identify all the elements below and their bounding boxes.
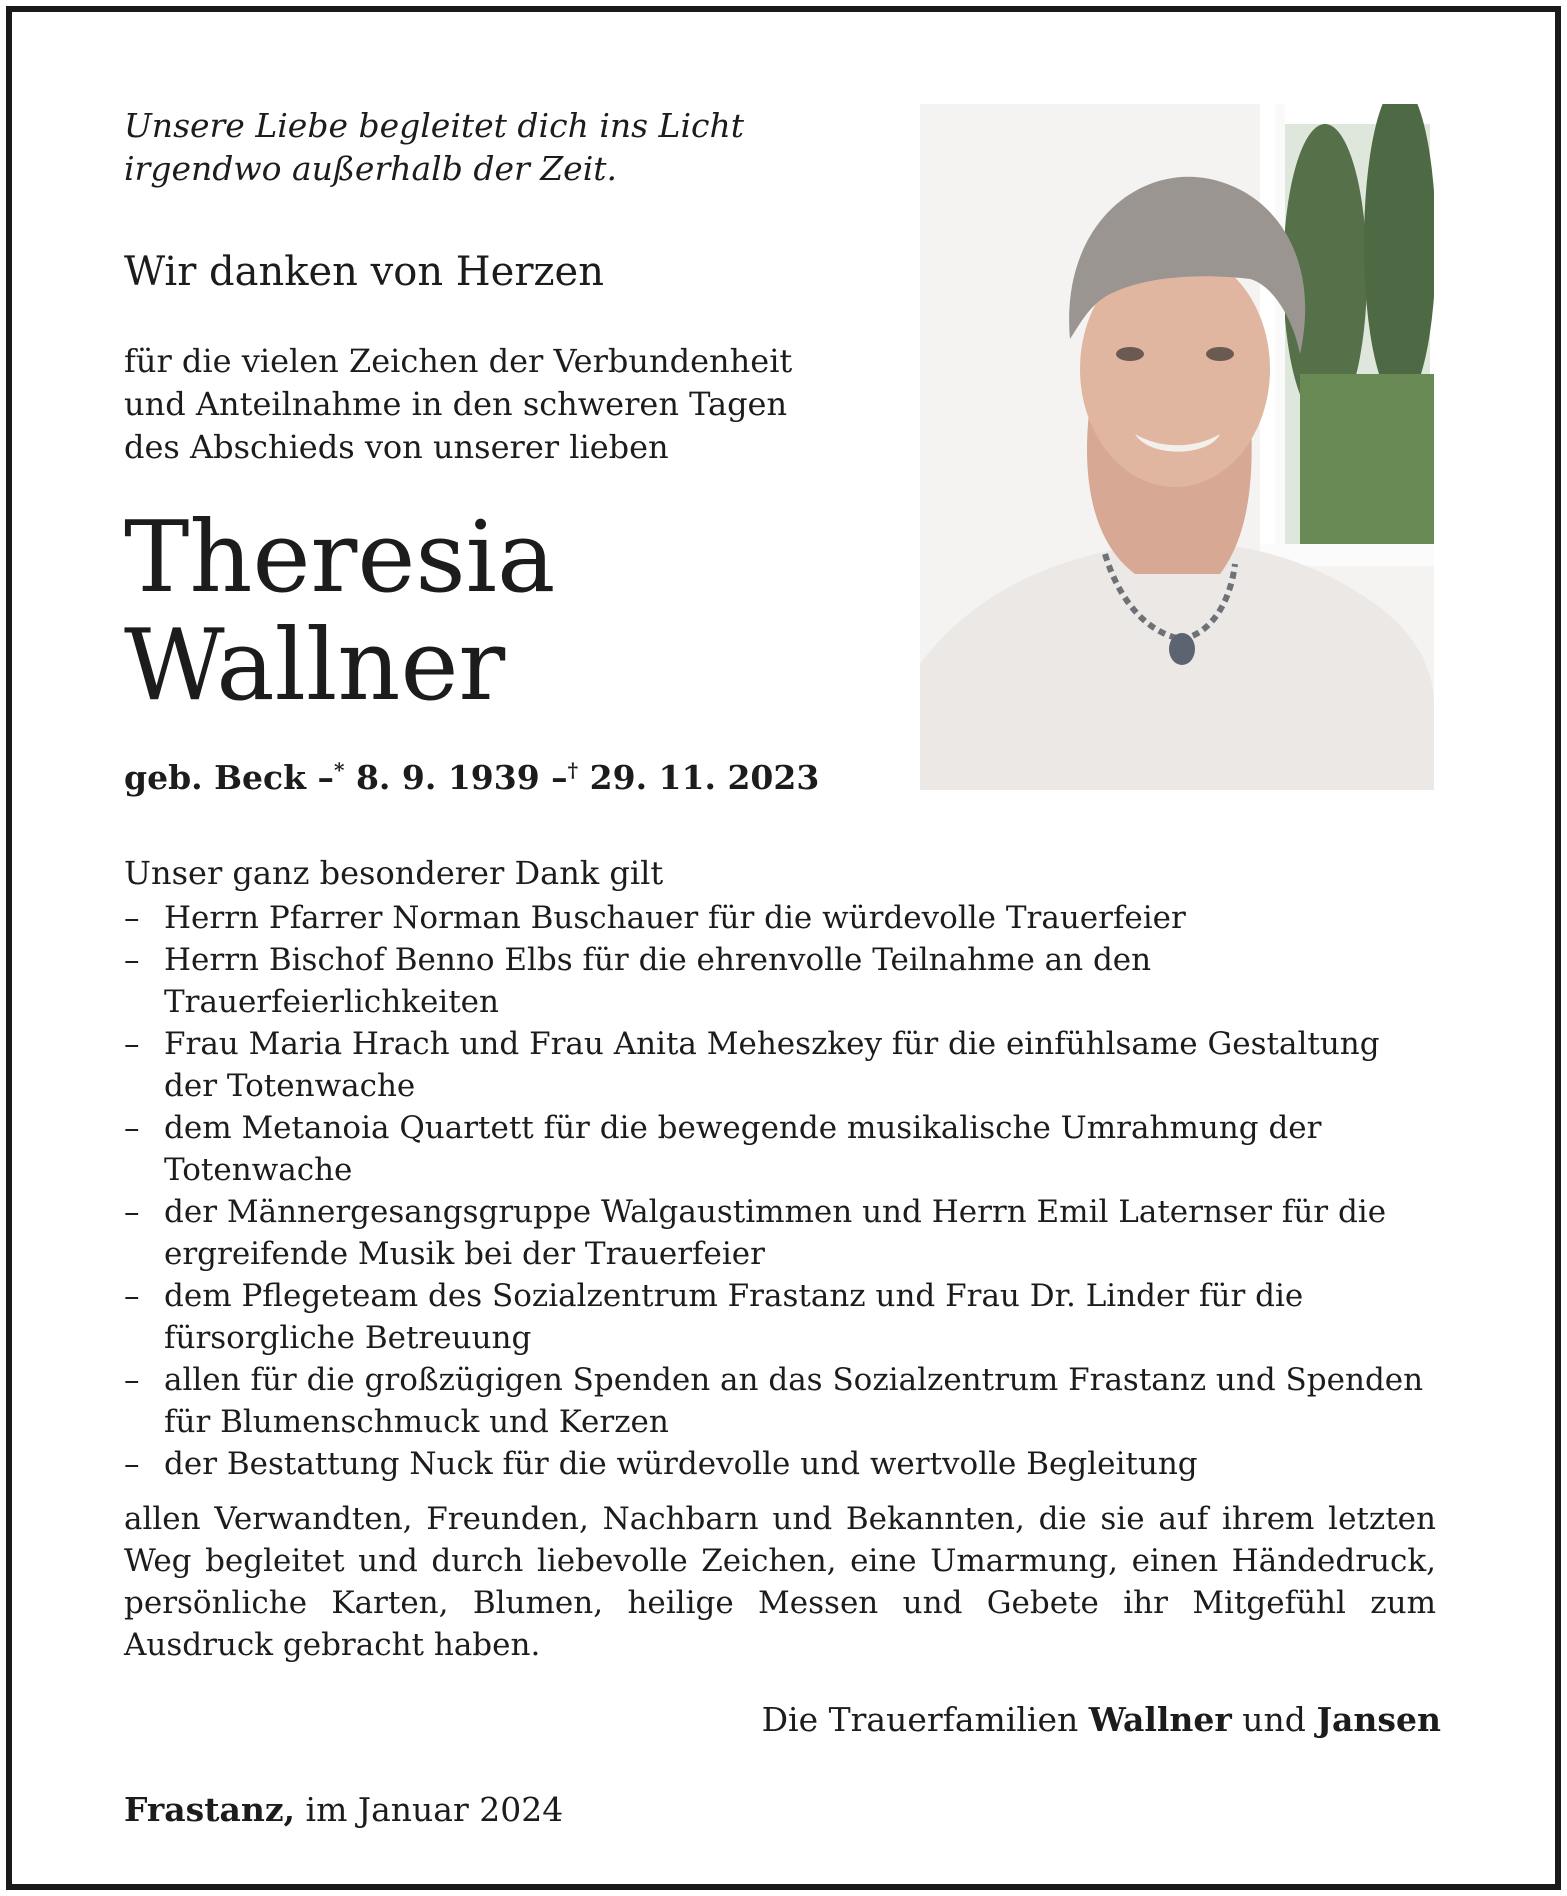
family-name-1: Wallner (1088, 1700, 1232, 1739)
thanks-list-item (124, 897, 1436, 939)
portrait-illustration (920, 104, 1434, 790)
thanks-list-item (124, 1443, 1436, 1485)
intro-text: für die vielen Zeichen der Verbundenheit und Anteilnahme in den schweren Tagen des Abschieds von unserer lieben (124, 342, 793, 466)
list-dash: – (124, 1026, 140, 1062)
place-date (124, 1788, 563, 1832)
thanks-list-text: dem Metanoia Quartett für die bewegende musikalische Umrahmung der Totenwache (164, 1110, 1322, 1188)
place-town: Frastanz, (124, 1790, 296, 1829)
list-dash: – (124, 900, 140, 936)
thanks-list-item (124, 1275, 1436, 1359)
death-mark: † (567, 758, 579, 782)
signature-prefix: Die Trauerfamilien (761, 1700, 1079, 1739)
family-name-2: Jansen (1316, 1700, 1441, 1739)
thanks-list (124, 897, 1436, 1485)
thanks-list-text: der Bestattung Nuck für die würdevolle und wertvolle Begleitung (164, 1446, 1198, 1482)
birth-date: 8. 9. 1939 (355, 758, 540, 797)
list-dash: – (124, 942, 140, 978)
thanks-list-item (124, 1107, 1436, 1191)
thanks-heading: Wir danken von Herzen (124, 249, 604, 295)
motto-line-2: irgendwo außerhalb der Zeit. (124, 149, 618, 188)
list-dash: – (124, 1110, 140, 1146)
first-name: Theresia (124, 501, 556, 615)
thanks-list-item (124, 1359, 1436, 1443)
thanks-list-text: Herrn Bischof Benno Elbs für die ehrenvolle Teilnahme an den Trauerfeierlichkeiten (164, 942, 1152, 1020)
thanks-list-text: Frau Maria Hrach und Frau Anita Meheszkey für die einfühlsame Gestaltung der Totenwache (164, 1026, 1380, 1104)
life-dates (124, 748, 819, 800)
list-dash: – (124, 1362, 140, 1398)
portrait-photo (920, 104, 1434, 790)
place-date-text: im Januar 2024 (305, 1790, 564, 1829)
signature-conjunction: und (1242, 1700, 1306, 1739)
last-name: Wallner (124, 609, 506, 723)
thanks-list-text: dem Pflegeteam des Sozialzentrum Frastanz und Frau Dr. Linder für die fürsorgliche Betreuung (164, 1278, 1304, 1356)
thanks-list-text: Herrn Pfarrer Norman Buschauer für die würdevolle Trauerfeier (164, 900, 1186, 936)
birth-name: geb. Beck (124, 758, 306, 797)
thanks-list-item (124, 1191, 1436, 1275)
thanks-list-item (124, 1023, 1436, 1107)
motto-quote (124, 104, 884, 190)
thanks-list-text: der Männergesangsgruppe Walgaustimmen und Herrn Emil Laternser für die ergreifende Musik bei der Trauerfeier (164, 1194, 1387, 1272)
motto-line-1: Unsere Liebe begleitet dich ins Licht (124, 106, 745, 145)
birth-mark: * (333, 758, 345, 782)
date-separator: – (551, 758, 568, 797)
date-separator: – (317, 758, 334, 797)
deceased-name (124, 501, 556, 723)
list-dash: – (124, 1446, 140, 1482)
list-dash: – (124, 1194, 140, 1230)
death-date: 29. 11. 2023 (589, 758, 820, 797)
signature (762, 1698, 1441, 1742)
closing-text: allen Verwandten, Freunden, Nachbarn und Bekannten, die sie auf ihrem letzten Weg begleitet und durch liebevolle Zeichen, eine Umarmung, einen Händedruck, persönliche Karten, Blumen, heilige Messen und Gebete ihr Mitgefühl zum Ausdruck gebracht haben. (124, 1501, 1436, 1663)
special-thanks-heading: Unser ganz besonderer Dank gilt (124, 854, 664, 892)
list-dash: – (124, 1278, 140, 1314)
thanks-list-text: allen für die großzügigen Spenden an das Sozialzentrum Frastanz und Spenden für Blumenschmuck und Kerzen (164, 1362, 1424, 1440)
thanks-list-item (124, 939, 1436, 1023)
